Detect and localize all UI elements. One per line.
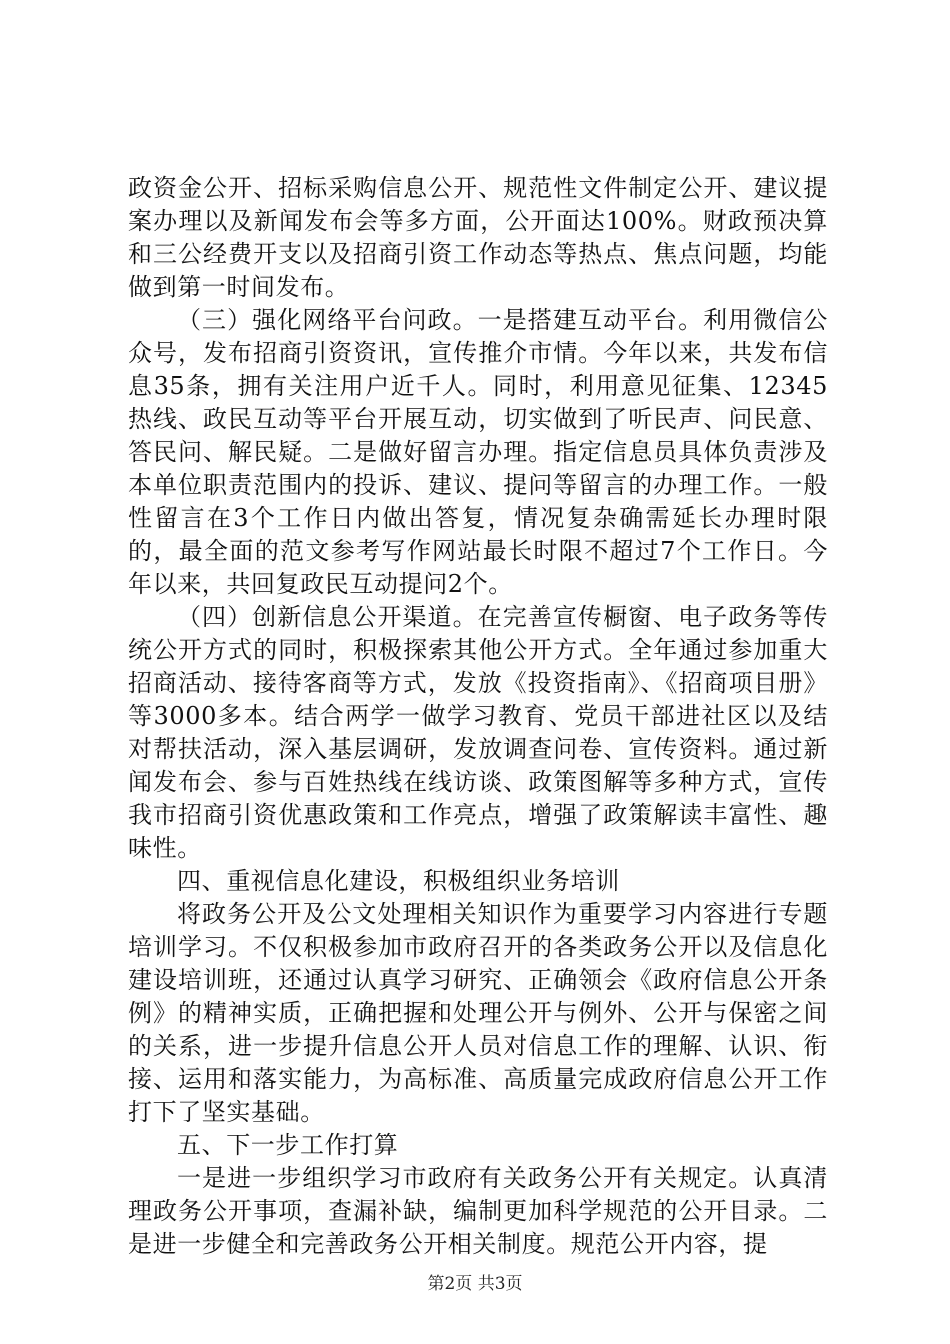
page-footer: 第2页 共3页 [427, 1274, 523, 1294]
document-body [128, 172, 828, 1261]
paragraph-training: 将政务公开及公文处理相关知识作为重要学习内容进行专题培训学习。不仅积极参加市政府召开的各类政务公开以及信息化建设培训班，还通过认真学习研究、正确领会《政府信息公开条例》的精神实质，正确把握和处理公开与例外、公开与保密之间的关系，进一步提升信息公开人员对信息工作的理解、认识、衔接、运用和落实能力，为高标准、高质量完成政府信息公开工作打下了坚实基础。 [128, 900, 828, 1126]
paragraph-disclosure-channels: （四）创新信息公开渠道。在完善宣传橱窗、电子政务等传统公开方式的同时，积极探索其他公开方式。全年通过参加重大招商活动、接待客商等方式，发放《投资指南》、《招商项目册》等3000多本。结合两学一做学习教育、党员干部进社区以及结对帮扶活动，深入基层调研，发放调查问卷、宣传资料。通过新闻发布会、参与百姓热线在线访谈、政策图解等多种方式，宣传我市招商引资优惠政策和工作亮点，增强了政策解读丰富性、趣味性。 [128, 603, 828, 862]
section-heading-informatization: 四、重视信息化建设，积极组织业务培训 [177, 867, 620, 895]
paragraph-continuation: 政资金公开、招标采购信息公开、规范性文件制定公开、建议提案办理以及新闻发布会等多方面，公开面达100%。财政预决算和三公经费开支以及招商引资工作动态等热点、焦点问题，均能做到第一时间发布。 [128, 174, 828, 301]
section-heading-next-steps: 五、下一步工作打算 [177, 1131, 399, 1159]
paragraph-network-platform: （三）强化网络平台问政。一是搭建互动平台。利用微信公众号，发布招商引资资讯，宣传推介市情。今年以来，共发布信息35条，拥有关注用户近千人。同时，利用意见征集、12345热线、政民互动等平台开展互动，切实做到了听民声、问民意、答民问、解民疑。二是做好留言办理。指定信息员具体负责涉及本单位职责范围内的投诉、建议、提问等留言的办理工作。一般性留言在3个工作日内做出答复，情况复杂确需延长办理时限的，最全面的范文参考写作网站最长时限不超过7个工作日。今年以来，共回复政民互动提问2个。 [128, 306, 828, 598]
paragraph-next-steps: 一是进一步组织学习市政府有关政务公开有关规定。认真清理政务公开事项，查漏补缺，编制更加科学规范的公开目录。二是进一步健全和完善政务公开相关制度。规范公开内容，提 [128, 1164, 828, 1258]
